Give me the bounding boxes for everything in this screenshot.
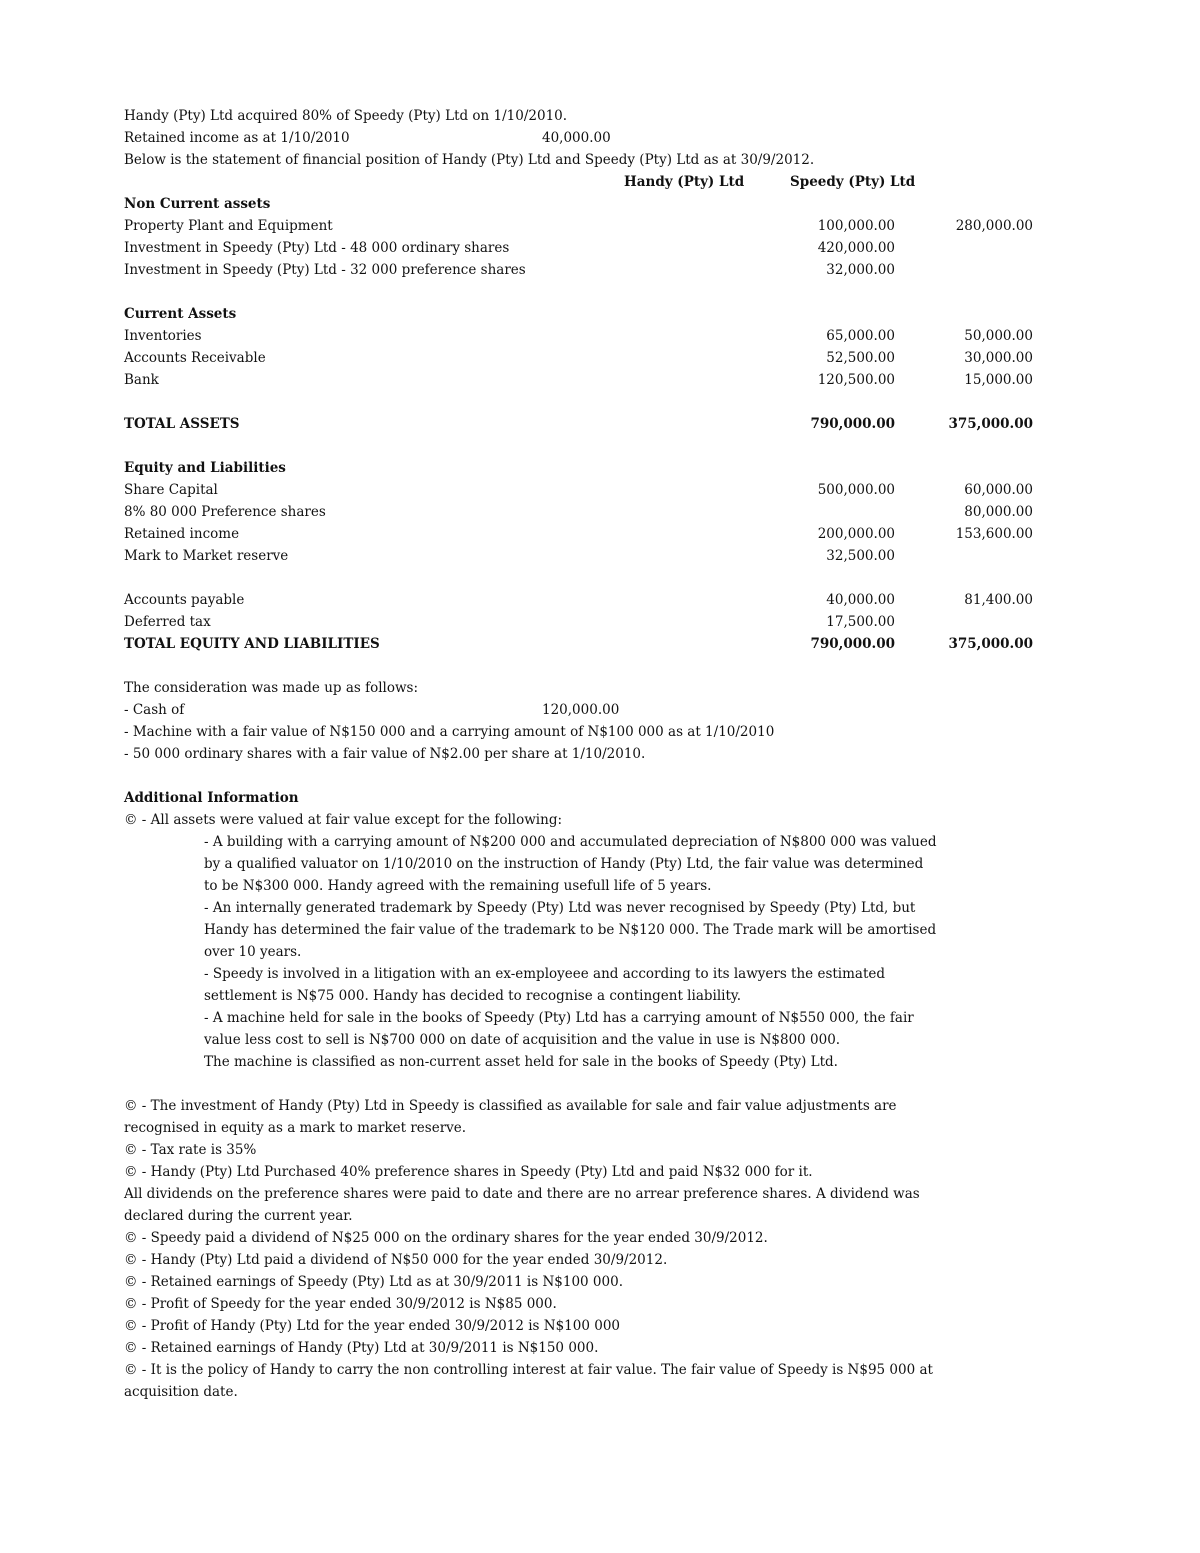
- table-row: Investment in Speedy (Pty) Ltd - 32 000 preference shares 32,000.00: [124, 262, 895, 278]
- total-assets-row: TOTAL ASSETS 790,000.00 375,000.00: [124, 416, 1033, 432]
- retained-value: 40,000.00: [542, 130, 611, 146]
- list-item: settlement is N$75 000. Handy has decided to recognise a contingent liability.: [204, 988, 742, 1004]
- list-item: The machine is classified as non-current asset held for sale in the books of Speedy (Pty) Ltd.: [204, 1054, 838, 1070]
- list-item: value less cost to sell is N$700 000 on date of acquisition and the value in use is N$800 000.: [204, 1032, 841, 1048]
- table-row: Property Plant and Equipment 100,000.00 280,000.00: [124, 218, 1033, 234]
- list-item: © - Retained earnings of Handy (Pty) Ltd at 30/9/2011 is N$150 000.: [124, 1340, 599, 1356]
- list-item: © - The investment of Handy (Pty) Ltd in Speedy is classified as available for sale and fair value adjustments are: [124, 1098, 897, 1114]
- table-row: Accounts Receivable 52,500.00 30,000.00: [124, 350, 1033, 366]
- list-item: - Speedy is involved in a litigation with an ex-employeee and according to its lawyers the estimated: [204, 966, 886, 982]
- list-item: by a qualified valuator on 1/10/2010 on the instruction of Handy (Pty) Ltd, the fair value was determined: [204, 856, 924, 872]
- document-page: [124, 105, 1033, 1403]
- consideration-heading: The consideration was made up as follows:: [124, 680, 419, 696]
- section-current: Current Assets: [124, 306, 237, 322]
- list-item: © - It is the policy of Handy to carry the non controlling interest at fair value. The fair value of Speedy is N$95 000 at: [124, 1362, 933, 1378]
- consideration-cash: - Cash of 120,000.00: [124, 702, 620, 718]
- list-item: © - Profit of Speedy for the year ended 30/9/2012 is N$85 000.: [124, 1296, 557, 1312]
- additional-notes: [124, 1095, 984, 1403]
- list-item: - An internally generated trademark by Speedy (Pty) Ltd was never recognised by Speedy (Pty) Ltd, but: [204, 900, 916, 916]
- table-row: Mark to Market reserve 32,500.00: [124, 548, 895, 564]
- list-item: © - Tax rate is 35%: [124, 1142, 257, 1158]
- intro-line-3: Below is the statement of financial position of Handy (Pty) Ltd and Speedy (Pty) Ltd as at 30/9/2012.: [124, 152, 815, 168]
- table-row: 8% 80 000 Preference shares 80,000.00: [124, 504, 1033, 520]
- table-row: Bank 120,500.00 15,000.00: [124, 372, 1033, 388]
- table-row: Inventories 65,000.00 50,000.00: [124, 328, 1033, 344]
- table-row: Accounts payable 40,000.00 81,400.00: [124, 592, 1033, 608]
- list-item: © - Speedy paid a dividend of N$25 000 on the ordinary shares for the year ended 30/9/2012.: [124, 1230, 768, 1246]
- list-item: over 10 years.: [204, 944, 302, 960]
- list-item: © - Profit of Handy (Pty) Ltd for the year ended 30/9/2012 is N$100 000: [124, 1318, 621, 1334]
- list-item: © - Handy (Pty) Ltd paid a dividend of N$50 000 for the year ended 30/9/2012.: [124, 1252, 668, 1268]
- list-item: Handy has determined the fair value of the trademark to be N$120 000. The Trade mark will be amortised: [204, 922, 937, 938]
- table-row: Investment in Speedy (Pty) Ltd - 48 000 ordinary shares 420,000.00: [124, 240, 895, 256]
- column-headers: [124, 171, 984, 193]
- table-row: Share Capital 500,000.00 60,000.00: [124, 482, 1033, 498]
- consideration-shares: - 50 000 ordinary shares with a fair value of N$2.00 per share at 1/10/2010.: [124, 746, 646, 762]
- section-equity: Equity and Liabilities: [124, 460, 286, 476]
- intro-retained-row: [124, 127, 984, 149]
- list-item: to be N$300 000. Handy agreed with the remaining usefull life of 5 years.: [204, 878, 712, 894]
- section-non-current: Non Current assets: [124, 196, 271, 212]
- column-header-handy: Handy (Pty) Ltd: [624, 174, 745, 190]
- list-item: - A building with a carrying amount of N$200 000 and accumulated depreciation of N$800 000 was valued: [204, 834, 937, 850]
- fair-value-exceptions: [124, 831, 984, 1073]
- total-equity-row: TOTAL EQUITY AND LIABILITIES 790,000.00 375,000.00: [124, 636, 1033, 652]
- list-item: declared during the current year.: [124, 1208, 353, 1224]
- retained-label: Retained income as at 1/10/2010: [124, 130, 350, 146]
- fair-value-intro: © - All assets were valued at fair value except for the following:: [124, 812, 563, 828]
- consideration-machine: - Machine with a fair value of N$150 000 and a carrying amount of N$100 000 as at 1/10/2010: [124, 724, 775, 740]
- list-item: recognised in equity as a mark to market reserve.: [124, 1120, 467, 1136]
- list-item: acquisition date.: [124, 1384, 238, 1400]
- list-item: - A machine held for sale in the books of Speedy (Pty) Ltd has a carrying amount of N$550 000, the fair: [204, 1010, 914, 1026]
- list-item: © - Handy (Pty) Ltd Purchased 40% preference shares in Speedy (Pty) Ltd and paid N$32 000 for it.: [124, 1164, 813, 1180]
- list-item: All dividends on the preference shares were paid to date and there are no arrear preference shares. A dividend was: [124, 1186, 920, 1202]
- table-row: Deferred tax 17,500.00: [124, 614, 895, 630]
- table-row: Retained income 200,000.00 153,600.00: [124, 526, 1033, 542]
- additional-info-heading: Additional Information: [124, 790, 299, 806]
- intro-line-1: Handy (Pty) Ltd acquired 80% of Speedy (Pty) Ltd on 1/10/2010.: [124, 108, 568, 124]
- column-header-speedy: Speedy (Pty) Ltd: [790, 174, 916, 190]
- list-item: © - Retained earnings of Speedy (Pty) Ltd as at 30/9/2011 is N$100 000.: [124, 1274, 623, 1290]
